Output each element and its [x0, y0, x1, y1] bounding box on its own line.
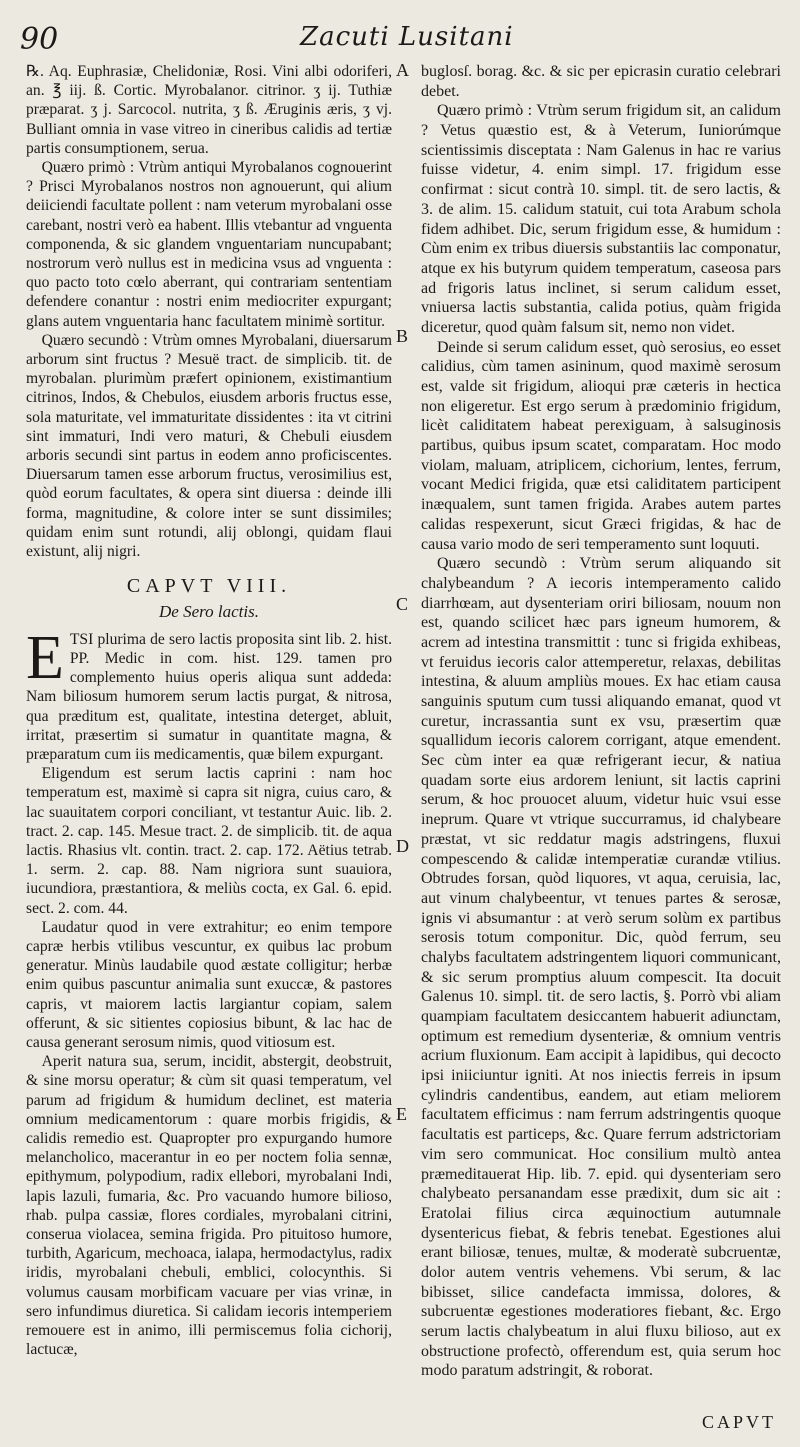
chapter-subtitle: De Sero lactis. [159, 602, 259, 622]
paragraph-eligendum: Eligendum est serum lactis caprini : nam hoc temperatum est, maximè si capra sit nigra, cuius caro, & lac suauitatem corpori conciliant, vt testantur Auic. lib. 2. tract. 2. cap. 145. Mesue tract. 2. de simplicib. tit. de aqua lactis. Rhasius vlt. contin. tract. 2. cap. 172. Aëtius tetrab. 1. serm. 2. cap. 88. Nam nigriora sunt suauiora, iucundiora, præstantiora, & meliùs cocta, ex Gal. 6. epid. sect. 2. com. 44. [26, 765, 392, 917]
running-title: Zacuti Lusitani [300, 22, 514, 52]
margin-letter-b: B [396, 326, 409, 346]
margin-letter-c: C [396, 594, 409, 614]
catchword: CAPVT [701, 1412, 776, 1432]
margin-letter-d: D [396, 836, 409, 856]
paragraph-aperit: Aperit natura sua, serum, incidit, abstergit, deobstruit, & sine morsu operatur; & cùm sit quasi temperatum, vel parum ad frigidum & humidum declinet, est materia omnium medicamentorum : quare morbis frigidis, & calidis remedio est. Quapropter pro expurgando humore melancholico, macerantur in eo per noctem folia sennæ, epithymum, polypodium, radix ellebori, myrobalani Indi, lapis lazuli, fumaria, &c. Pro vacuando humore bilioso, rhab. pulpa cassiæ, flores cordiales, myrobalani citrini, conserua violacea, semina frigida. Pro pituitoso humore, turbith, Agaricum, mechoaca, ialapa, hermodactylus, radix iridis, myrobalani chebuli, emblici, colocynthis. Si volumus causam morbificam vacuare per vias vrinæ, in sero infundimus diuretica. Si calidam iecoris intemperiem remouere est in animo, illi permiscemus folia cichorij, lactucæ, [26, 1053, 392, 1359]
left-column [26, 62, 392, 1359]
drop-capital: E [26, 623, 64, 692]
paragraph-continuation: buglosſ. borag. &c. & sic per epicrasin curatio celebrari debet. [421, 63, 781, 100]
paragraph-quaero-secundo-serum: Quæro secundò : Vtrùm serum aliquando sit chalybeandum ? A iecoris intemperamento calido diarrhœam, aut dysenteriam oriri biliosam, nouum non est, quando scilicet hæc pars igneum humorem, & acrem ad intestina transmittit : tunc si frigida exhibeas, vt feruidus iecoris calor attemperetur, relaxas, debilitas intestina, & aluum ampliùs moues. Ex hac etiam causa sanguinis sputum cum tussi aliquando emanat, quod vt curetur, incrassantia sunt ex vsu, præsertim quæ squallidum iecoris calorem corrigant, atque emendent. Sec cùm inter ea quæ refrigerant iecur, & natiua quadam sorte eius ardorem leniunt, sit lactis caprini serum, & hoc prouocet aluum, videtur huic vsui esse ineprum. Quare vt vtrique succurramus, id chalybeare præstat, vt sic reddatur magis adstringens, fluxui compescendo & calidæ intemperatiæ curandæ vtilius. Obtrudes forsan, quòd liquores, vt aqua, ceruisia, lac, aut vinum chalybeentur, vt tenues partes & serosæ, ignis vi absumantur : at verò serum solùm ex partibus serosis totum componitur. Dic, quòd ferrum, seu chalybs facultatem adstringentem liquori communicant, & sic serum promptius aluum compescit. Ita docuit Galenus 10. simpl. tit. de sero lactis, §. Porrò vbi aliam quampiam facultatem desiccantem habuerit adiunctam, optimum est remedium dysenteriæ, & omnium ventris acrium fluxionum. Eam accipit à lapidibus, qui decocto ipsi iniiciuntur igniti. At nos iniectis ferreis in ipsum cylindris candentibus, eandem, aut etiam meliorem facultatem efficimus : nam ferrum adstringentis quoque facultatis est particeps, &c. Quare ferrum adstrictoriam vim sero communicat. Hoc consilium multò antea præmeditauerat Hip. lib. 7. epid. qui dysenteriam sero chalybeato persanandam esse prædixit, dum sic ait : Eratolai filius circa æquinoctium autumnale dysentericus fiebat, & febris tenebat. Egestiones alui erant biliosæ, tenues, multæ, & moderatè subcruentæ, dolor autem ventris vehemens. Vbi serum, & lac bibisset, silice candefacta immissa, dolores, & subcruentæ egestiones moderatiores fiebant, &c. Ergo serum lactis chalybeatum in alui fluxu bilioso, aut ex obstructione profectò, offerendum est, quia serum hoc modo paratum adstringit, & roborat. [421, 555, 781, 1380]
paragraph-laudatur: Laudatur quod in vere extrahitur; eo enim tempore capræ herbis vtilibus vescuntur, ex quibus lac probum generatur. Minùs laudabile quod æstate colligitur; herbæ enim quibus pascuntur animalia sunt exuccæ, & pastores capris, vt maiorem lactis largiantur copiam, salem offerunt, & sic sitientes copiosius bibunt, & lac hac de causa generant serosum nimis, quod vitiosum est. [26, 918, 392, 1051]
paragraph-deinde: Deinde si serum calidum esset, quò serosius, eo esset calidius, cùm tamen asininum, quod maximè serosum est, valde sit frigidum, alioqui præ cæteris in hectica non eligeretur. Est ergo serum à prædominio frigidum, licèt caliditatem habeat perexiguam, à salsuginosis partibus, quibus ipsum scatet, comparatam. Hoc modo violam, maluam, atriplicem, cichorium, lentes, ferrum, vocant Medici frigida, quæ etsi caliditatem participent inæqualem, sunt tamen frigida. Arabes autem partes calidas respexerunt, sicut Græci frigidas, & hac de causa vario modo de seri temperamento sunt loquuti. [421, 338, 781, 553]
chapter-heading: CAPVT VIII. [126, 575, 292, 598]
page-number: 90 [20, 22, 59, 57]
margin-letter-a: A [396, 60, 409, 80]
right-column [421, 62, 781, 1381]
paragraph-opening [26, 623, 392, 764]
recipe-paragraph: ℞. Aq. Euphrasiæ, Chelidoniæ, Rosi. Vini albi odoriferi, an. ℥ iij. ß. Cortic. Myrobalanor. citrinor. ʒ ij. Tuthiæ præparat. ʒ j. Sarcocol. nutrita, ʒ ß. Æruginis æris, ʒ vj. Bulliant omnia in vase vitreo in cineribus calidis ad tertiæ partis consumptionem, serua. [26, 63, 392, 157]
paragraph-quaero-primo-serum: Quæro primò : Vtrùm serum frigidum sit, an calidum ? Vetus quæstio est, & à Veterum, Iuniorúmque scientissimis disceptata : Nam Galenus in hac re varius fuisse videtur, 4. enim simpl. 17. frigidum esse confirmat : sicut contrà 10. simpl. tit. de sero lactis, & 3. de alim. 15. calidum statuit, cui tota Arabum schola fidem adhibet. Dic, serum frigidum esse, & humidum : Cùm enim ex tribus diuersis substantiis lac componatur, atque ex his butyrum quidem temperatum, caseosa pars ad frigoris latus inclinet, si serum calidum esset, vniuersa lactis substantia, calida potius, quàm frigida diceretur, quod quàm falsum sit, nemo non videt. [421, 102, 781, 336]
paragraph-quaero-secundo: Quæro secundò : Vtrùm omnes Myrobalani, diuersarum arborum sint fructus ? Mesuë tract. de simplicib. tit. de myrobalan. plurimùm præfert opinionem, existimantium citrinos, Indos, & Chebulos, eiusdem arboris fructus esse, sola maturitate, vel immaturitate dissidentes : ita vt citrini sint immaturi, Indi vero maturi, & Chebuli eiusdem arboris secundi sint partus in eodem anno proficiscentes. Diuersarum tamen esse arborum fructus, verosimilius est, quòd eorum facultates, & opera sint diuersa : deinde illi forma, magnitudine, & colore inter se sunt dissimiles; quidam enim sunt rotundi, alij oblongi, quidam flaui existunt, alij nigri. [26, 331, 392, 561]
running-header [0, 18, 800, 60]
paragraph-opening-text: TSI plurima de sero lactis proposita sint lib. 2. hist. PP. Medic in com. hist. 129. tamen pro complemento huius operis aliqua sunt addeda: Nam biliosum humorem serum lactis purgat, & nitrosa, qua præditum est, qualitate, intestina deterget, abluit, irritat, præsertim si sumatur in quantitate magna, & præparatum cum iis medicamentis, quæ bilem expurgant. [26, 630, 392, 763]
margin-letter-e: E [396, 1104, 407, 1124]
paragraph-quaero-primo: Quæro primò : Vtrùm antiqui Myrobalanos cognouerint ? Prisci Myrobalanos nostros non agnouerunt, qui alium deiiciendi facultate pollent : nam veterum myrobalani osse carebant, nostri verò ea habent. Illis vtebantur ad vnguenta componenda, & sic glandem vnguentariam nuncupabant; nostrorum verò nullus est in medicina vsus ad vnguenta : quo pacto toto cœlo aberrant, qui contrariam sententiam defendere conantur : nostri enim mediocriter expurgant; glans autem vnguentaria hanc facultatem minimè sortitur. [26, 159, 392, 330]
